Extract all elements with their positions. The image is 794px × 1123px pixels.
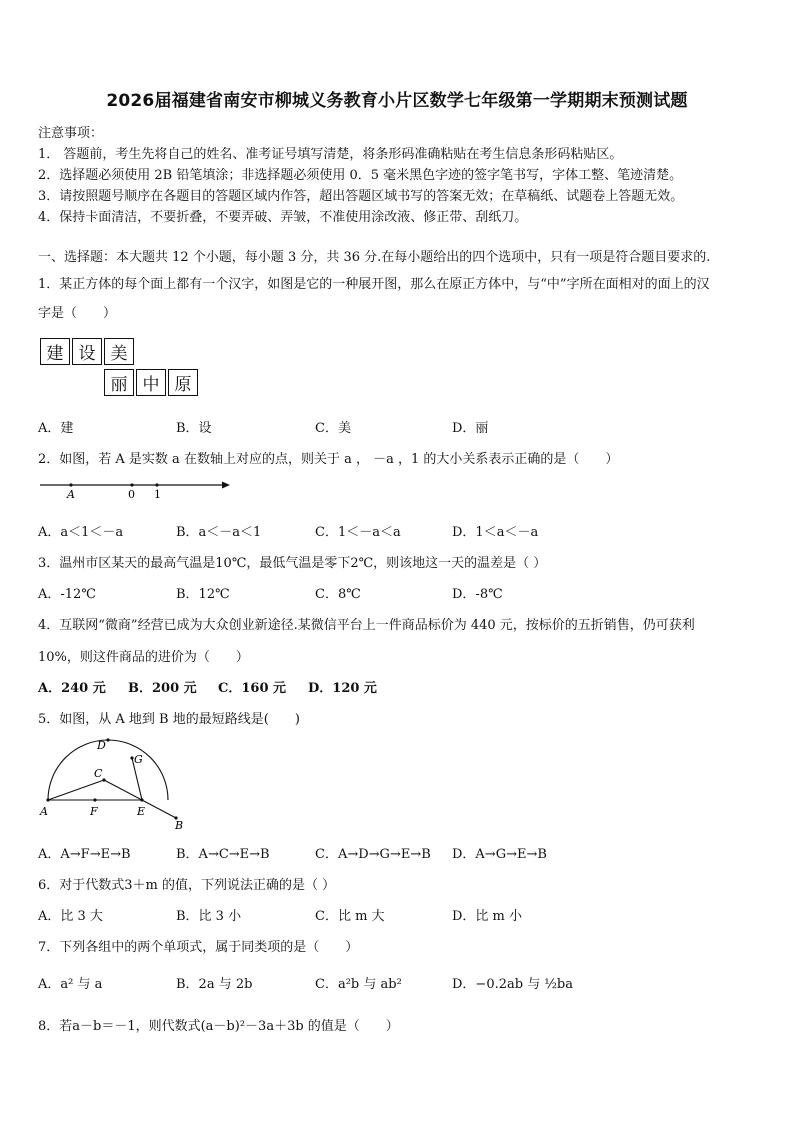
option-d: D．比 m 小 [452, 909, 523, 924]
option-b: B．a＜－a＜1 [176, 525, 262, 540]
question-8-stem: 8．若a－b＝－1，则代数式(a－b)²－3a＋3b 的值是（ ） [38, 1019, 399, 1034]
question-3-stem: 3．温州市区某天的最高气温是10℃，最低气温是零下2℃，则该地这一天的温差是（ ） [38, 556, 547, 571]
arrow-head-icon [222, 482, 230, 489]
notice-heading: 注意事项： [38, 126, 104, 141]
notice-item: 3．请按照题号顺序在各题目的答题区域内作答，超出答题区域书写的答案无效；在草稿纸、试题卷上答题无效。 [38, 189, 684, 204]
option-d: D．-8℃ [452, 587, 503, 602]
page-title: 2026届福建省南安市柳城义务教育小片区数学七年级第一学期期末预测试题 [106, 91, 688, 111]
net-cell: 设 [72, 338, 102, 365]
option-a: A．-12℃ [38, 587, 96, 602]
label-g: G [134, 753, 143, 766]
tick-zero-mark [130, 483, 133, 486]
net-cell: 中 [136, 369, 166, 396]
point-a-mark [69, 483, 72, 486]
net-cell: 美 [104, 338, 134, 365]
label-e: E [137, 805, 146, 818]
option-c: C．A→D→G→E→B [315, 847, 431, 862]
option-a: A．a² 与 a [38, 977, 103, 992]
option-b: B．200 元 [128, 681, 197, 696]
option-d: D．1＜a＜－a [452, 525, 539, 540]
net-cell: 丽 [104, 369, 134, 396]
option-c: C．美 [315, 421, 351, 436]
notice-item: 2．选择题必须使用 2B 铅笔填涂；非选择题必须使用 0．5 毫米黑色字迹的签字笔书写，字体工整、笔迹清楚。 [38, 168, 683, 183]
notice-item: 4．保持卡面清洁，不要折叠，不要弄破、弄皱，不准使用涂改液、修正带、刮纸刀。 [38, 210, 528, 225]
tick-one-mark [155, 483, 158, 486]
option-b: B．A→C→E→B [176, 847, 270, 862]
shortest-path-figure [38, 736, 198, 832]
question-4-stem-cont: 10%，则这件商品的进价为（ ） [38, 650, 249, 665]
question-2-stem: 2．如图，若 A 是实数 a 在数轴上对应的点，则关于 a ， －a ，1 的大小关系表示正确的是（ ） [38, 452, 619, 467]
option-c: C．1＜－a＜a [315, 525, 401, 540]
option-c: C．a²b 与 ab² [315, 977, 402, 992]
label-f: F [90, 805, 98, 818]
question-4-stem: 4．互联网“微商”经营已成为大众创业新途径.某微信平台上一件商品标价为 440 元，按标价的五折销售，仍可获利 [38, 618, 695, 633]
question-1-stem: 1．某正方体的每个面上都有一个汉字，如图是它的一种展开图，那么在原正方体中，与“中”字所在面相对的面上的汉 [38, 277, 710, 292]
option-d: D．−0.2ab 与 ½ba [452, 977, 573, 992]
option-a: A．A→F→E→B [38, 847, 131, 862]
net-cell: 原 [168, 369, 198, 396]
notice-item: 1． 答题前，考生先将自己的姓名、准考证号填写清楚，将条形码准确粘贴在考生信息条形码粘贴区。 [38, 147, 623, 162]
question-7-stem: 7．下列各组中的两个单项式，属于同类项的是（ ） [38, 940, 359, 955]
label-a: A [40, 805, 48, 818]
section-heading: 一、选择题：本大题共 12 个小题，每小题 3 分，共 36 分.在每小题给出的四个选项中，只有一项是符合题目要求的. [38, 250, 711, 265]
option-b: B．12℃ [176, 587, 230, 602]
label-a: A [67, 488, 75, 501]
net-cell: 建 [40, 338, 70, 365]
label-c: C [94, 767, 103, 780]
option-b: B．设 [176, 421, 212, 436]
number-line-figure [38, 476, 238, 502]
option-c: C．比 m 大 [315, 909, 385, 924]
label-b: B [175, 819, 184, 832]
option-c: C．160 元 [218, 681, 287, 696]
question-5-stem: 5．如图，从 A 地到 B 地的最短路线是( ) [38, 712, 300, 727]
question-6-stem: 6．对于代数式3＋m 的值，下列说法正确的是（ ） [38, 878, 336, 893]
option-d: D．A→G→E→B [452, 847, 547, 862]
option-c: C．8℃ [315, 587, 361, 602]
option-d: D．120 元 [308, 681, 377, 696]
option-a: A．建 [38, 421, 74, 436]
question-1-stem-cont: 字是（ ） [38, 306, 117, 321]
label-one: 1 [154, 488, 161, 501]
segment-a-c [48, 780, 104, 800]
option-d: D．丽 [452, 421, 489, 436]
option-a: A．比 3 大 [38, 909, 103, 924]
option-b: B．2a 与 2b [176, 977, 253, 992]
option-a: A．240 元 [38, 681, 106, 696]
label-zero: 0 [128, 488, 135, 501]
option-a: A．a＜1＜－a [38, 525, 124, 540]
label-d: D [97, 739, 106, 752]
option-b: B．比 3 小 [176, 909, 242, 924]
semicircle-arc [48, 740, 168, 800]
